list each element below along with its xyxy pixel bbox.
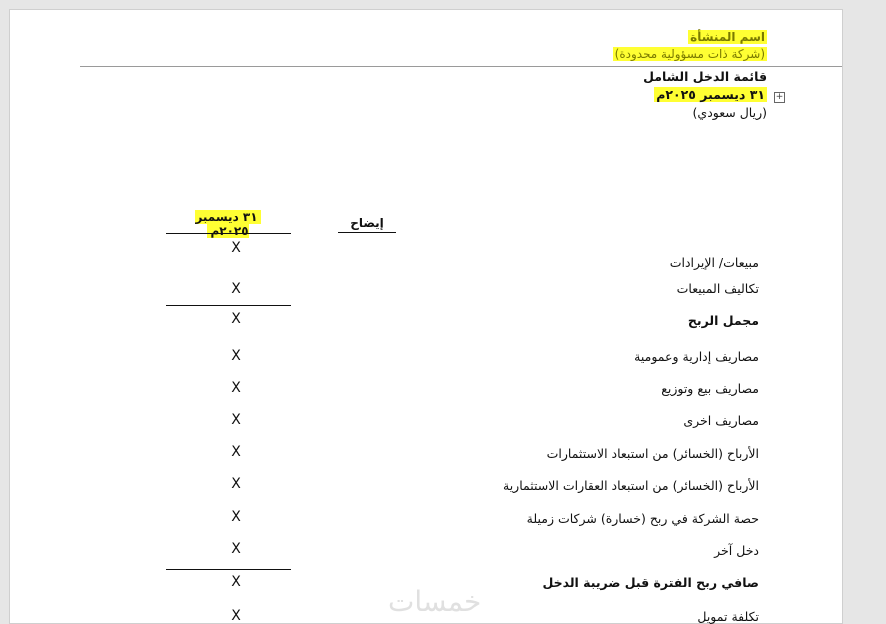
column-header-note[interactable]: إيضاح	[350, 216, 384, 230]
row-label[interactable]: حصة الشركة في ربح (خسارة) شركات زميلة	[526, 511, 759, 526]
row-value[interactable]: X	[231, 380, 241, 396]
row-label[interactable]: مصاريف اخرى	[683, 413, 759, 428]
row-value[interactable]: X	[231, 608, 241, 624]
row-label[interactable]: مصاريف إدارية وعمومية	[634, 349, 759, 364]
row-label[interactable]: تكلفة تمويل	[697, 609, 759, 624]
company-type[interactable]: (شركة ذات مسؤولية محدودة)	[614, 47, 765, 61]
column-header-period-underline	[166, 233, 291, 234]
row-value[interactable]: X	[231, 509, 241, 525]
row-label[interactable]: مجمل الربح	[687, 313, 759, 328]
subtotal-line	[166, 305, 291, 306]
document-page	[9, 9, 843, 624]
header-divider	[80, 66, 842, 67]
row-value[interactable]: X	[231, 444, 241, 460]
watermark-logo: خمسات	[388, 585, 482, 618]
row-value[interactable]: X	[231, 541, 241, 557]
row-value[interactable]: X	[231, 412, 241, 428]
row-label[interactable]: الأرباح (الخسائر) من استبعاد العقارات الاستثمارية	[503, 478, 759, 493]
row-label[interactable]: مصاريف بيع وتوزيع	[661, 381, 759, 396]
row-label[interactable]: صافي ربح الفترة قبل ضريبة الدخل	[542, 575, 759, 590]
company-name[interactable]: اسم المنشأة	[690, 30, 765, 44]
row-label[interactable]: مبيعات/ الإيرادات	[669, 255, 759, 270]
currency-label[interactable]: (ريال سعودي)	[692, 105, 767, 120]
table-move-handle-icon[interactable]: +	[775, 92, 784, 102]
row-value[interactable]: X	[231, 476, 241, 492]
row-label[interactable]: تكاليف المبيعات	[676, 281, 759, 296]
row-value[interactable]: X	[231, 311, 241, 327]
statement-date[interactable]: ٣١ ديسمبر ٢٠٢٥م	[656, 87, 765, 102]
row-value[interactable]: X	[231, 281, 241, 297]
column-header-period-text: ٣١ ديسمبر ٢٠٢٥م	[195, 210, 260, 238]
column-header-note-underline	[338, 232, 396, 233]
row-value[interactable]: X	[231, 240, 241, 256]
row-label[interactable]: الأرباح (الخسائر) من استبعاد الاستثمارات	[546, 446, 759, 461]
row-value[interactable]: X	[231, 348, 241, 364]
row-value[interactable]: X	[231, 574, 241, 590]
statement-title[interactable]: قائمة الدخل الشامل	[643, 69, 767, 84]
row-label[interactable]: دخل آخر	[714, 543, 759, 558]
subtotal-line	[166, 569, 291, 570]
